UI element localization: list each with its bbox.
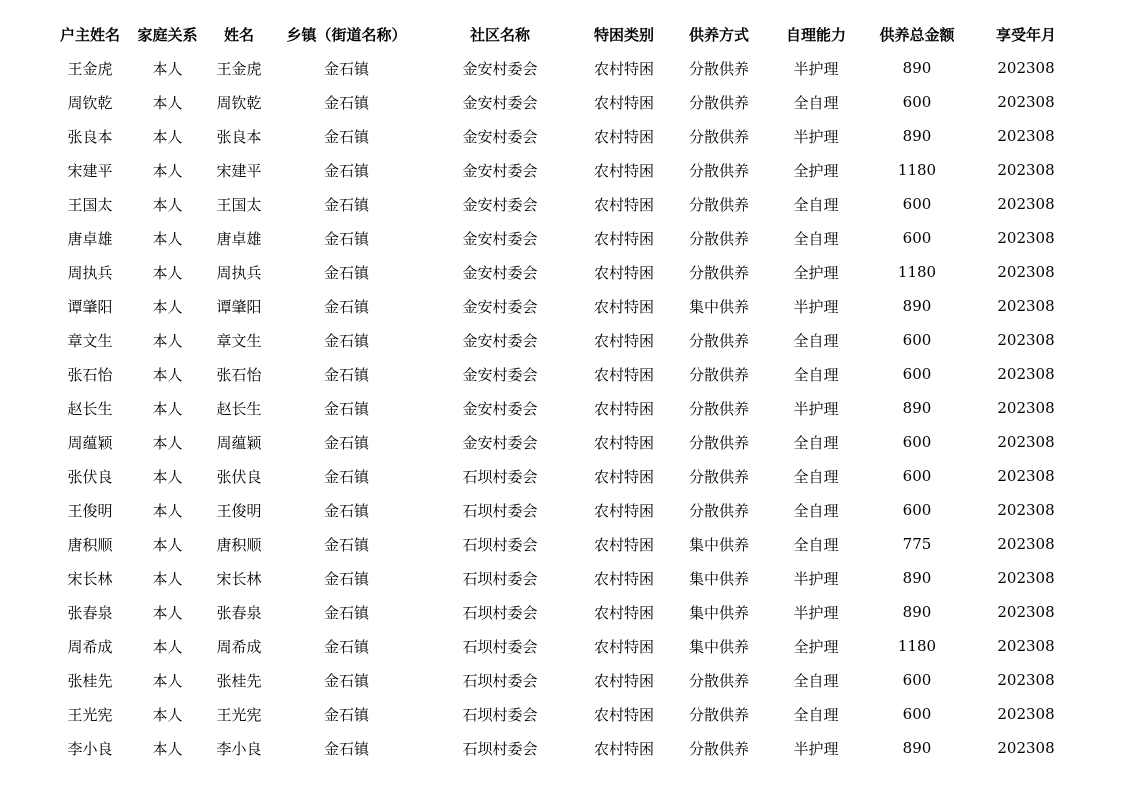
table-row: [50, 51, 1080, 85]
self-care-cell: 全自理: [793, 671, 839, 690]
community-cell: 金安村委会: [462, 263, 538, 282]
household-head-cell: 周蕴颖: [67, 433, 113, 452]
support-mode-cell: 分散供养: [688, 127, 749, 146]
town-cell: 金石镇: [323, 637, 369, 656]
household-head-cell: 王光宪: [67, 705, 113, 724]
relation-cell: 本人: [152, 127, 183, 146]
household-head-cell: 宋长林: [67, 569, 113, 588]
relation-cell: 本人: [152, 569, 183, 588]
name-cell: 宋建平: [216, 161, 262, 180]
month-cell: 202308: [997, 705, 1055, 723]
self-care-cell: 全自理: [793, 433, 839, 452]
amount-cell: 890: [902, 569, 932, 587]
support-mode-cell: 分散供养: [688, 399, 749, 418]
town-cell: 金石镇: [323, 603, 369, 622]
support-mode-cell: 集中供养: [688, 637, 749, 656]
category-cell: 农村特困: [593, 127, 654, 146]
support-mode-cell: 集中供养: [688, 297, 749, 316]
support-mode-cell: 分散供养: [688, 671, 749, 690]
support-mode-cell: 分散供养: [688, 195, 749, 214]
self-care-cell: 全自理: [793, 331, 839, 350]
relation-cell: 本人: [152, 739, 183, 758]
amount-cell: 600: [902, 331, 932, 349]
category-cell: 农村特困: [593, 535, 654, 554]
month-cell: 202308: [997, 297, 1055, 315]
month-cell: 202308: [997, 603, 1055, 621]
relation-cell: 本人: [152, 433, 183, 452]
self-care-cell: 半护理: [793, 127, 839, 146]
relation-cell: 本人: [152, 365, 183, 384]
self-care-cell: 全自理: [793, 501, 839, 520]
amount-cell: 600: [902, 93, 932, 111]
category-cell: 农村特困: [593, 263, 654, 282]
table-row: [50, 85, 1080, 119]
self-care-cell: 全护理: [793, 263, 839, 282]
month-cell: 202308: [997, 637, 1055, 655]
household-head-cell: 李小良: [67, 739, 113, 758]
support-mode-cell: 分散供养: [688, 59, 749, 78]
table-row: [50, 527, 1080, 561]
self-care-cell: 全自理: [793, 467, 839, 486]
household-head-cell: 王金虎: [67, 59, 113, 78]
support-mode-cell: 分散供养: [688, 263, 749, 282]
self-care-cell: 半护理: [793, 399, 839, 418]
household-head-cell: 张良本: [67, 127, 113, 146]
amount-cell: 890: [902, 603, 932, 621]
self-care-cell: 全自理: [793, 93, 839, 112]
relation-cell: 本人: [152, 637, 183, 656]
table-header: [50, 17, 1080, 51]
community-cell: 石坝村委会: [462, 501, 538, 520]
amount-cell: 600: [902, 467, 932, 485]
support-mode-cell: 集中供养: [688, 603, 749, 622]
name-cell: 章文生: [216, 331, 262, 350]
relation-cell: 本人: [152, 195, 183, 214]
category-cell: 农村特困: [593, 161, 654, 180]
community-cell: 金安村委会: [462, 93, 538, 112]
support-mode-cell: 分散供养: [688, 467, 749, 486]
household-head-cell: 张石怡: [67, 365, 113, 384]
month-cell: 202308: [997, 229, 1055, 247]
name-cell: 宋长林: [216, 569, 262, 588]
community-cell: 石坝村委会: [462, 603, 538, 622]
community-cell: 金安村委会: [462, 127, 538, 146]
community-cell: 石坝村委会: [462, 569, 538, 588]
household-head-cell: 张桂先: [67, 671, 113, 690]
support-mode-cell: 分散供养: [688, 229, 749, 248]
category-cell: 农村特困: [593, 297, 654, 316]
town-cell: 金石镇: [323, 501, 369, 520]
month-cell: 202308: [997, 671, 1055, 689]
table-row: [50, 289, 1080, 323]
self-care-cell: 全自理: [793, 195, 839, 214]
community-cell: 金安村委会: [462, 365, 538, 384]
month-cell: 202308: [997, 535, 1055, 553]
col-header-relation: 家庭关系: [137, 25, 198, 44]
category-cell: 农村特困: [593, 433, 654, 452]
category-cell: 农村特困: [593, 399, 654, 418]
header-row: [50, 17, 1080, 51]
town-cell: 金石镇: [323, 433, 369, 452]
town-cell: 金石镇: [323, 535, 369, 554]
month-cell: 202308: [997, 263, 1055, 281]
name-cell: 赵长生: [216, 399, 262, 418]
relation-cell: 本人: [152, 297, 183, 316]
month-cell: 202308: [997, 467, 1055, 485]
town-cell: 金石镇: [323, 705, 369, 724]
table-row: [50, 187, 1080, 221]
name-cell: 周蕴颖: [216, 433, 262, 452]
col-header-month: 享受年月: [995, 25, 1056, 44]
month-cell: 202308: [997, 399, 1055, 417]
name-cell: 周执兵: [216, 263, 262, 282]
self-care-cell: 全护理: [793, 161, 839, 180]
category-cell: 农村特困: [593, 229, 654, 248]
support-mode-cell: 分散供养: [688, 739, 749, 758]
support-mode-cell: 分散供养: [688, 433, 749, 452]
household-head-cell: 周希成: [67, 637, 113, 656]
relation-cell: 本人: [152, 229, 183, 248]
category-cell: 农村特困: [593, 501, 654, 520]
self-care-cell: 半护理: [793, 297, 839, 316]
amount-cell: 890: [902, 59, 932, 77]
household-head-cell: 周钦乾: [67, 93, 113, 112]
col-header-category: 特困类别: [593, 25, 654, 44]
table-row: [50, 731, 1080, 765]
name-cell: 王光宪: [216, 705, 262, 724]
community-cell: 金安村委会: [462, 331, 538, 350]
relation-cell: 本人: [152, 603, 183, 622]
town-cell: 金石镇: [323, 365, 369, 384]
community-cell: 石坝村委会: [462, 637, 538, 656]
self-care-cell: 半护理: [793, 739, 839, 758]
month-cell: 202308: [997, 127, 1055, 145]
name-cell: 张石怡: [216, 365, 262, 384]
table-row: [50, 663, 1080, 697]
col-header-name: 姓名: [223, 25, 254, 44]
town-cell: 金石镇: [323, 263, 369, 282]
amount-cell: 600: [902, 671, 932, 689]
relation-cell: 本人: [152, 93, 183, 112]
community-cell: 金安村委会: [462, 229, 538, 248]
support-mode-cell: 分散供养: [688, 161, 749, 180]
amount-cell: 1180: [897, 161, 937, 179]
amount-cell: 600: [902, 365, 932, 383]
self-care-cell: 半护理: [793, 603, 839, 622]
month-cell: 202308: [997, 569, 1055, 587]
town-cell: 金石镇: [323, 297, 369, 316]
self-care-cell: 全自理: [793, 365, 839, 384]
household-head-cell: 唐积顺: [67, 535, 113, 554]
town-cell: 金石镇: [323, 399, 369, 418]
community-cell: 金安村委会: [462, 433, 538, 452]
amount-cell: 1180: [897, 637, 937, 655]
month-cell: 202308: [997, 433, 1055, 451]
category-cell: 农村特困: [593, 195, 654, 214]
table-row: [50, 595, 1080, 629]
name-cell: 谭肇阳: [216, 297, 262, 316]
table-row: [50, 153, 1080, 187]
month-cell: 202308: [997, 501, 1055, 519]
table-row: [50, 425, 1080, 459]
name-cell: 王俊明: [216, 501, 262, 520]
category-cell: 农村特困: [593, 365, 654, 384]
category-cell: 农村特困: [593, 603, 654, 622]
month-cell: 202308: [997, 331, 1055, 349]
self-care-cell: 半护理: [793, 569, 839, 588]
town-cell: 金石镇: [323, 569, 369, 588]
category-cell: 农村特困: [593, 637, 654, 656]
self-care-cell: 半护理: [793, 59, 839, 78]
community-cell: 石坝村委会: [462, 671, 538, 690]
community-cell: 石坝村委会: [462, 535, 538, 554]
community-cell: 金安村委会: [462, 399, 538, 418]
col-header-amount: 供养总金额: [879, 25, 955, 44]
community-cell: 金安村委会: [462, 195, 538, 214]
month-cell: 202308: [997, 739, 1055, 757]
category-cell: 农村特困: [593, 671, 654, 690]
town-cell: 金石镇: [323, 161, 369, 180]
household-head-cell: 周执兵: [67, 263, 113, 282]
town-cell: 金石镇: [323, 467, 369, 486]
relation-cell: 本人: [152, 671, 183, 690]
amount-cell: 775: [902, 535, 932, 553]
town-cell: 金石镇: [323, 739, 369, 758]
name-cell: 唐卓雄: [216, 229, 262, 248]
relation-cell: 本人: [152, 331, 183, 350]
table-row: [50, 391, 1080, 425]
household-head-cell: 王国太: [67, 195, 113, 214]
support-mode-cell: 分散供养: [688, 365, 749, 384]
month-cell: 202308: [997, 365, 1055, 383]
table-row: [50, 459, 1080, 493]
support-mode-cell: 分散供养: [688, 501, 749, 520]
town-cell: 金石镇: [323, 93, 369, 112]
household-head-cell: 张伏良: [67, 467, 113, 486]
name-cell: 周钦乾: [216, 93, 262, 112]
category-cell: 农村特困: [593, 331, 654, 350]
col-header-self-care: 自理能力: [785, 25, 846, 44]
amount-cell: 890: [902, 297, 932, 315]
town-cell: 金石镇: [323, 127, 369, 146]
col-header-town: 乡镇（街道名称）: [286, 25, 407, 44]
household-head-cell: 谭肇阳: [67, 297, 113, 316]
household-head-cell: 唐卓雄: [67, 229, 113, 248]
amount-cell: 600: [902, 705, 932, 723]
month-cell: 202308: [997, 59, 1055, 77]
community-cell: 金安村委会: [462, 161, 538, 180]
town-cell: 金石镇: [323, 229, 369, 248]
table-row: [50, 561, 1080, 595]
community-cell: 石坝村委会: [462, 705, 538, 724]
support-mode-cell: 分散供养: [688, 93, 749, 112]
amount-cell: 600: [902, 501, 932, 519]
name-cell: 王国太: [216, 195, 262, 214]
amount-cell: 600: [902, 433, 932, 451]
relation-cell: 本人: [152, 399, 183, 418]
support-mode-cell: 集中供养: [688, 569, 749, 588]
table-body: [50, 51, 1080, 765]
household-head-cell: 赵长生: [67, 399, 113, 418]
relation-cell: 本人: [152, 263, 183, 282]
table-row: [50, 493, 1080, 527]
month-cell: 202308: [997, 195, 1055, 213]
community-cell: 金安村委会: [462, 297, 538, 316]
town-cell: 金石镇: [323, 331, 369, 350]
col-header-support-mode: 供养方式: [688, 25, 749, 44]
table-row: [50, 697, 1080, 731]
name-cell: 张伏良: [216, 467, 262, 486]
town-cell: 金石镇: [323, 195, 369, 214]
relation-cell: 本人: [152, 161, 183, 180]
name-cell: 周希成: [216, 637, 262, 656]
name-cell: 张桂先: [216, 671, 262, 690]
amount-cell: 890: [902, 399, 932, 417]
category-cell: 农村特困: [593, 705, 654, 724]
month-cell: 202308: [997, 161, 1055, 179]
category-cell: 农村特困: [593, 569, 654, 588]
community-cell: 石坝村委会: [462, 739, 538, 758]
household-head-cell: 章文生: [67, 331, 113, 350]
name-cell: 张春泉: [216, 603, 262, 622]
self-care-cell: 全自理: [793, 705, 839, 724]
amount-cell: 600: [902, 195, 932, 213]
name-cell: 张良本: [216, 127, 262, 146]
table-row: [50, 119, 1080, 153]
name-cell: 唐积顺: [216, 535, 262, 554]
table-row: [50, 323, 1080, 357]
relation-cell: 本人: [152, 467, 183, 486]
amount-cell: 890: [902, 127, 932, 145]
relation-cell: 本人: [152, 705, 183, 724]
amount-cell: 890: [902, 739, 932, 757]
category-cell: 农村特困: [593, 739, 654, 758]
category-cell: 农村特困: [593, 93, 654, 112]
category-cell: 农村特困: [593, 59, 654, 78]
table-row: [50, 255, 1080, 289]
table-row: [50, 629, 1080, 663]
support-mode-cell: 分散供养: [688, 705, 749, 724]
support-mode-cell: 分散供养: [688, 331, 749, 350]
amount-cell: 600: [902, 229, 932, 247]
relation-cell: 本人: [152, 501, 183, 520]
town-cell: 金石镇: [323, 671, 369, 690]
relation-cell: 本人: [152, 59, 183, 78]
self-care-cell: 全护理: [793, 637, 839, 656]
self-care-cell: 全自理: [793, 229, 839, 248]
town-cell: 金石镇: [323, 59, 369, 78]
month-cell: 202308: [997, 93, 1055, 111]
self-care-cell: 全自理: [793, 535, 839, 554]
support-roster-table: [50, 17, 1080, 765]
relation-cell: 本人: [152, 535, 183, 554]
col-header-community: 社区名称: [469, 25, 530, 44]
household-head-cell: 宋建平: [67, 161, 113, 180]
table-row: [50, 357, 1080, 391]
amount-cell: 1180: [897, 263, 937, 281]
category-cell: 农村特困: [593, 467, 654, 486]
table-row: [50, 221, 1080, 255]
name-cell: 王金虎: [216, 59, 262, 78]
community-cell: 金安村委会: [462, 59, 538, 78]
household-head-cell: 王俊明: [67, 501, 113, 520]
name-cell: 李小良: [216, 739, 262, 758]
col-header-household-head: 户主姓名: [59, 25, 120, 44]
support-mode-cell: 集中供养: [688, 535, 749, 554]
community-cell: 石坝村委会: [462, 467, 538, 486]
household-head-cell: 张春泉: [67, 603, 113, 622]
